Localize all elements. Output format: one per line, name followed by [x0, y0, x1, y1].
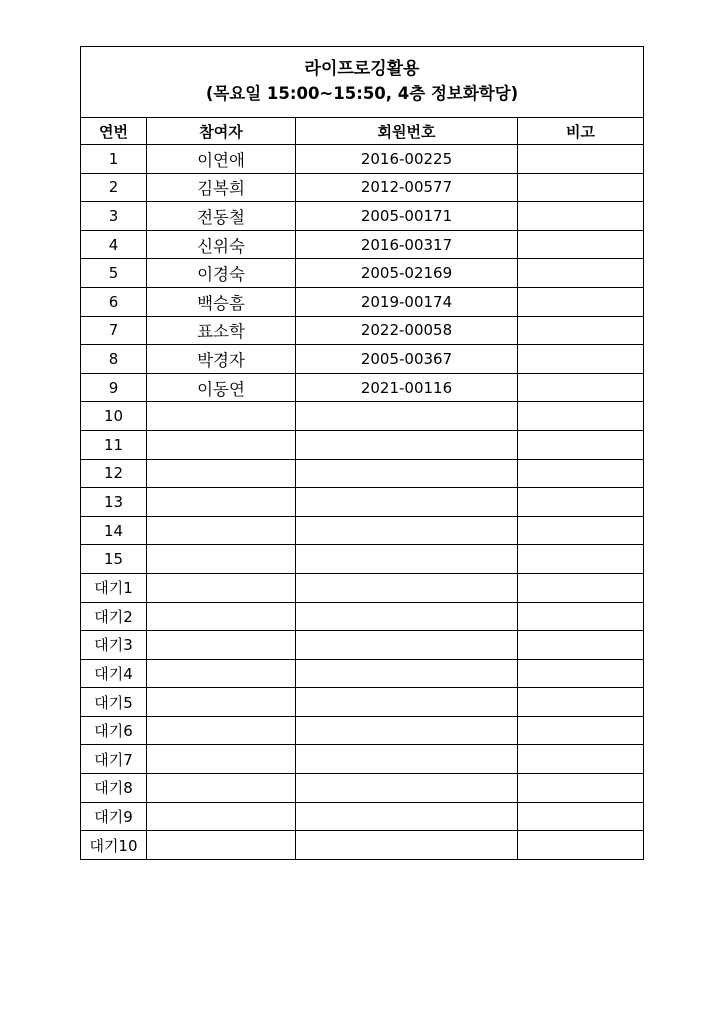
cell-member-id: 2005-02169: [296, 259, 518, 288]
header-number: 연번: [81, 118, 147, 145]
cell-participant: 김복희: [147, 173, 296, 202]
cell-number: 대기6: [81, 716, 147, 745]
table-row: [81, 488, 644, 517]
cell-note: [518, 631, 644, 660]
table-row: [81, 688, 644, 717]
cell-note: [518, 573, 644, 602]
table-row: [81, 402, 644, 431]
cell-participant: [147, 716, 296, 745]
cell-number: 12: [81, 459, 147, 488]
cell-number: 대기1: [81, 573, 147, 602]
cell-member-id: [296, 488, 518, 517]
cell-participant: [147, 831, 296, 860]
cell-member-id: 2016-00225: [296, 145, 518, 174]
title-row: [81, 47, 644, 118]
table-row: [81, 745, 644, 774]
table-row: [81, 516, 644, 545]
cell-number: 11: [81, 430, 147, 459]
attendance-table: [80, 46, 644, 860]
table-row: [81, 259, 644, 288]
cell-note: [518, 716, 644, 745]
cell-number: 대기8: [81, 774, 147, 803]
cell-member-id: 2022-00058: [296, 316, 518, 345]
table-row: [81, 202, 644, 231]
cell-number: 3: [81, 202, 147, 231]
table-row: [81, 573, 644, 602]
header-note: 비고: [518, 118, 644, 145]
cell-number: 14: [81, 516, 147, 545]
cell-member-id: [296, 745, 518, 774]
cell-member-id: [296, 573, 518, 602]
cell-participant: 이동연: [147, 373, 296, 402]
cell-participant: 표소학: [147, 316, 296, 345]
cell-participant: [147, 402, 296, 431]
cell-participant: 신위숙: [147, 230, 296, 259]
table-row: [81, 631, 644, 660]
cell-number: 대기3: [81, 631, 147, 660]
header-row: [81, 118, 644, 145]
table-row: [81, 802, 644, 831]
table-row: [81, 145, 644, 174]
cell-number: 대기7: [81, 745, 147, 774]
cell-participant: [147, 516, 296, 545]
cell-participant: [147, 602, 296, 631]
cell-number: 대기9: [81, 802, 147, 831]
cell-participant: [147, 631, 296, 660]
cell-participant: 박경자: [147, 345, 296, 374]
cell-member-id: [296, 688, 518, 717]
cell-member-id: [296, 631, 518, 660]
cell-note: [518, 402, 644, 431]
cell-member-id: [296, 516, 518, 545]
cell-number: 6: [81, 287, 147, 316]
cell-participant: [147, 545, 296, 574]
cell-number: 대기4: [81, 659, 147, 688]
cell-number: 13: [81, 488, 147, 517]
cell-note: [518, 430, 644, 459]
cell-participant: [147, 745, 296, 774]
cell-note: [518, 459, 644, 488]
table-title: [81, 47, 644, 118]
cell-member-id: 2012-00577: [296, 173, 518, 202]
cell-member-id: [296, 545, 518, 574]
cell-member-id: 2005-00171: [296, 202, 518, 231]
cell-note: [518, 230, 644, 259]
cell-note: [518, 745, 644, 774]
cell-note: [518, 688, 644, 717]
title-program-name: 라이프로깅활용: [304, 59, 420, 79]
cell-member-id: [296, 831, 518, 860]
cell-member-id: [296, 602, 518, 631]
cell-participant: [147, 573, 296, 602]
cell-number: 대기10: [81, 831, 147, 860]
cell-member-id: 2019-00174: [296, 287, 518, 316]
cell-note: [518, 774, 644, 803]
cell-note: [518, 516, 644, 545]
cell-member-id: [296, 430, 518, 459]
table-row: [81, 545, 644, 574]
cell-participant: [147, 430, 296, 459]
cell-member-id: [296, 774, 518, 803]
cell-number: 4: [81, 230, 147, 259]
table-row: [81, 373, 644, 402]
table-row: [81, 716, 644, 745]
cell-member-id: [296, 802, 518, 831]
table-row: [81, 230, 644, 259]
cell-participant: [147, 688, 296, 717]
table-row: [81, 287, 644, 316]
cell-member-id: [296, 402, 518, 431]
header-member-id: 회원번호: [296, 118, 518, 145]
cell-participant: [147, 774, 296, 803]
cell-number: 10: [81, 402, 147, 431]
table-row: [81, 459, 644, 488]
table-row: [81, 345, 644, 374]
cell-participant: 전동철: [147, 202, 296, 231]
cell-note: [518, 545, 644, 574]
cell-note: [518, 831, 644, 860]
cell-participant: [147, 459, 296, 488]
table-row: [81, 316, 644, 345]
cell-participant: 백승흠: [147, 287, 296, 316]
cell-note: [518, 173, 644, 202]
cell-note: [518, 488, 644, 517]
cell-participant: [147, 802, 296, 831]
cell-member-id: 2005-00367: [296, 345, 518, 374]
cell-note: [518, 373, 644, 402]
cell-number: 5: [81, 259, 147, 288]
table-row: [81, 831, 644, 860]
table-row: [81, 774, 644, 803]
cell-number: 1: [81, 145, 147, 174]
cell-note: [518, 259, 644, 288]
cell-number: 7: [81, 316, 147, 345]
table-row: [81, 173, 644, 202]
cell-participant: 이연애: [147, 145, 296, 174]
cell-number: 대기5: [81, 688, 147, 717]
header-participant: 참여자: [147, 118, 296, 145]
cell-member-id: 2021-00116: [296, 373, 518, 402]
cell-member-id: 2016-00317: [296, 230, 518, 259]
cell-participant: [147, 659, 296, 688]
cell-participant: 이경숙: [147, 259, 296, 288]
table-row: [81, 602, 644, 631]
table-body: [81, 145, 644, 860]
cell-number: 대기2: [81, 602, 147, 631]
cell-note: [518, 202, 644, 231]
cell-number: 15: [81, 545, 147, 574]
cell-note: [518, 287, 644, 316]
cell-note: [518, 145, 644, 174]
cell-note: [518, 802, 644, 831]
cell-participant: [147, 488, 296, 517]
cell-note: [518, 345, 644, 374]
cell-member-id: [296, 659, 518, 688]
cell-note: [518, 602, 644, 631]
table-row: [81, 659, 644, 688]
title-schedule: (목요일 15:00~15:50, 4층 정보화학당): [205, 84, 519, 103]
cell-number: 2: [81, 173, 147, 202]
cell-member-id: [296, 459, 518, 488]
cell-note: [518, 659, 644, 688]
cell-member-id: [296, 716, 518, 745]
cell-number: 8: [81, 345, 147, 374]
cell-number: 9: [81, 373, 147, 402]
table-row: [81, 430, 644, 459]
cell-note: [518, 316, 644, 345]
